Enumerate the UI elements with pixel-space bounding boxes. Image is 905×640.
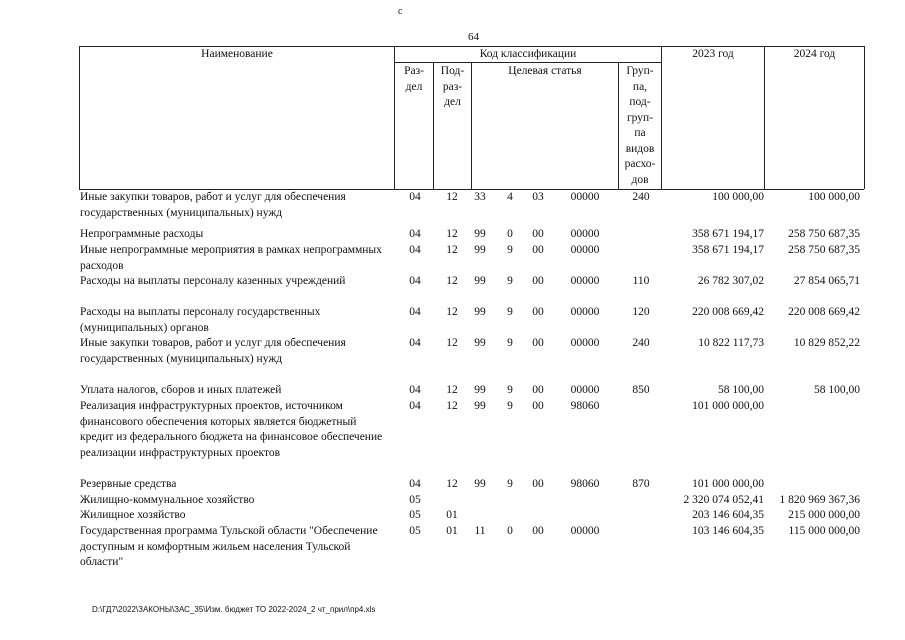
row-main-event: 00 bbox=[532, 400, 544, 412]
row-year-2024: 100 000,00 bbox=[808, 191, 860, 203]
row-program: 11 bbox=[474, 525, 486, 537]
row-section: 04 bbox=[409, 275, 421, 287]
row-section: 04 bbox=[409, 337, 421, 349]
row-main-event: 03 bbox=[532, 191, 544, 203]
row-direction: 00000 bbox=[570, 306, 600, 318]
row-name: Резервные средства bbox=[80, 478, 177, 490]
file-path-footer: D:\ГД7\2022\ЗАКОНЫ\ЗАС_35\Изм. бюджет ТО 2022-2024_2 чт_прил\пр4.xls bbox=[92, 605, 376, 614]
header-code-classification: Код классификации bbox=[479, 48, 577, 60]
row-main-event: 00 bbox=[532, 275, 544, 287]
row-year-2023: 203 146 604,35 bbox=[692, 509, 764, 521]
header-year-2024: 2024 год bbox=[793, 48, 836, 60]
row-section: 04 bbox=[409, 478, 421, 490]
header-target-article: Целевая статья bbox=[508, 65, 582, 77]
row-group: 120 bbox=[632, 306, 650, 318]
row-subsection: 12 bbox=[446, 478, 458, 490]
row-direction: 00000 bbox=[570, 228, 600, 240]
row-year-2023: 220 008 669,42 bbox=[692, 306, 764, 318]
row-name: Расходы на выплаты персоналу государственных (муниципальных) органов bbox=[80, 306, 321, 334]
header-name: Наименование bbox=[201, 48, 273, 60]
row-subprogram: 9 bbox=[507, 478, 513, 490]
row-section: 05 bbox=[409, 525, 421, 537]
row-year-2024: 215 000 000,00 bbox=[788, 509, 860, 521]
row-main-event: 00 bbox=[532, 384, 544, 396]
row-subsection: 12 bbox=[446, 306, 458, 318]
row-section: 05 bbox=[409, 509, 421, 521]
row-year-2024: 258 750 687,35 bbox=[788, 228, 860, 240]
header-section: Раз- дел bbox=[404, 65, 424, 93]
row-name: Иные закупки товаров, работ и услуг для обеспечения государственных (муниципальных) нужд bbox=[80, 191, 346, 219]
row-subprogram: 0 bbox=[507, 525, 513, 537]
row-program: 99 bbox=[474, 478, 486, 490]
row-section: 04 bbox=[409, 244, 421, 256]
row-program: 33 bbox=[474, 191, 486, 203]
row-year-2023: 100 000,00 bbox=[712, 191, 764, 203]
row-main-event: 00 bbox=[532, 228, 544, 240]
row-year-2023: 358 671 194,17 bbox=[692, 244, 764, 256]
row-group: 240 bbox=[632, 337, 650, 349]
row-name: Реализация инфраструктурных проектов, источником финансового обеспечения которых является бюджетный кредит из федерального бюджета на финансовое обеспечение реализации инфраструктурных проектов bbox=[80, 400, 383, 459]
row-year-2023: 26 782 307,02 bbox=[697, 275, 764, 287]
row-subsection: 12 bbox=[446, 244, 458, 256]
header-group: Груп- па, под- груп- па видов расхо- дов bbox=[624, 65, 656, 186]
row-year-2024: 58 100,00 bbox=[814, 384, 860, 396]
row-program: 99 bbox=[474, 400, 486, 412]
row-subprogram: 4 bbox=[507, 191, 513, 203]
row-subprogram: 9 bbox=[507, 306, 513, 318]
row-year-2023: 103 146 604,35 bbox=[692, 525, 764, 537]
row-year-2024: 1 820 969 367,36 bbox=[779, 494, 860, 506]
row-program: 99 bbox=[474, 306, 486, 318]
row-year-2023: 10 822 117,73 bbox=[698, 337, 764, 349]
row-name: Уплата налогов, сборов и иных платежей bbox=[80, 384, 282, 396]
row-group: 240 bbox=[632, 191, 650, 203]
row-name: Иные закупки товаров, работ и услуг для обеспечения государственных (муниципальных) нужд bbox=[80, 337, 346, 365]
row-subprogram: 0 bbox=[507, 228, 513, 240]
row-year-2024: 10 829 852,22 bbox=[793, 337, 860, 349]
row-section: 04 bbox=[409, 191, 421, 203]
page-number: 64 bbox=[468, 31, 479, 43]
row-year-2024: 258 750 687,35 bbox=[788, 244, 860, 256]
row-year-2023: 2 320 074 052,41 bbox=[683, 494, 764, 506]
row-subprogram: 9 bbox=[507, 244, 513, 256]
row-subsection: 12 bbox=[446, 337, 458, 349]
row-year-2023: 101 000 000,00 bbox=[692, 478, 764, 490]
row-subsection: 12 bbox=[446, 275, 458, 287]
row-direction: 00000 bbox=[570, 525, 600, 537]
row-section: 04 bbox=[409, 384, 421, 396]
row-section: 04 bbox=[409, 228, 421, 240]
row-subsection: 12 bbox=[446, 384, 458, 396]
row-subsection: 12 bbox=[446, 191, 458, 203]
row-name: Иные непрограммные мероприятия в рамках непрограммных расходов bbox=[80, 244, 382, 272]
row-year-2024: 27 854 065,71 bbox=[793, 275, 860, 287]
row-subsection: 01 bbox=[446, 525, 458, 537]
row-year-2023: 58 100,00 bbox=[718, 384, 764, 396]
row-direction: 00000 bbox=[570, 384, 600, 396]
row-subprogram: 9 bbox=[507, 384, 513, 396]
row-main-event: 00 bbox=[532, 244, 544, 256]
row-group: 850 bbox=[632, 384, 650, 396]
row-year-2024: 220 008 669,42 bbox=[788, 306, 860, 318]
row-name: Государственная программа Тульской области "Обеспечение доступным и комфортным жильем населения Тульской области" bbox=[80, 525, 378, 568]
row-section: 04 bbox=[409, 306, 421, 318]
row-section: 05 bbox=[409, 494, 421, 506]
row-subsection: 12 bbox=[446, 228, 458, 240]
row-subprogram: 9 bbox=[507, 400, 513, 412]
row-main-event: 00 bbox=[532, 525, 544, 537]
header-subsection: Под- раз- дел bbox=[440, 65, 465, 108]
row-subprogram: 9 bbox=[507, 275, 513, 287]
row-name: Жилищно-коммунальное хозяйство bbox=[80, 494, 255, 506]
row-subsection: 01 bbox=[446, 509, 458, 521]
row-program: 99 bbox=[474, 228, 486, 240]
row-group: 110 bbox=[632, 275, 650, 287]
row-section: 04 bbox=[409, 400, 421, 412]
header-year-2023: 2023 год bbox=[692, 48, 734, 60]
row-subsection: 12 bbox=[446, 400, 458, 412]
row-main-event: 00 bbox=[532, 337, 544, 349]
row-main-event: 00 bbox=[532, 478, 544, 490]
row-name: Непрограммные расходы bbox=[80, 228, 204, 240]
row-direction: 98060 bbox=[570, 478, 600, 490]
row-direction: 00000 bbox=[570, 244, 600, 256]
row-year-2023: 358 671 194,17 bbox=[692, 228, 764, 240]
row-group: 870 bbox=[632, 478, 650, 490]
row-subprogram: 9 bbox=[507, 337, 513, 349]
row-year-2024: 115 000 000,00 bbox=[788, 525, 860, 537]
row-program: 99 bbox=[474, 384, 486, 396]
row-program: 99 bbox=[474, 337, 486, 349]
row-direction: 98060 bbox=[570, 400, 600, 412]
row-main-event: 00 bbox=[532, 306, 544, 318]
row-program: 99 bbox=[474, 244, 486, 256]
row-name: Расходы на выплаты персоналу казенных учреждений bbox=[80, 275, 346, 287]
row-direction: 00000 bbox=[570, 191, 600, 203]
row-direction: 00000 bbox=[570, 337, 600, 349]
row-year-2023: 101 000 000,00 bbox=[692, 400, 764, 412]
row-direction: 00000 bbox=[570, 275, 600, 287]
row-name: Жилищное хозяйство bbox=[80, 509, 186, 521]
row-program: 99 bbox=[474, 275, 486, 287]
top-mark: c bbox=[398, 6, 403, 17]
